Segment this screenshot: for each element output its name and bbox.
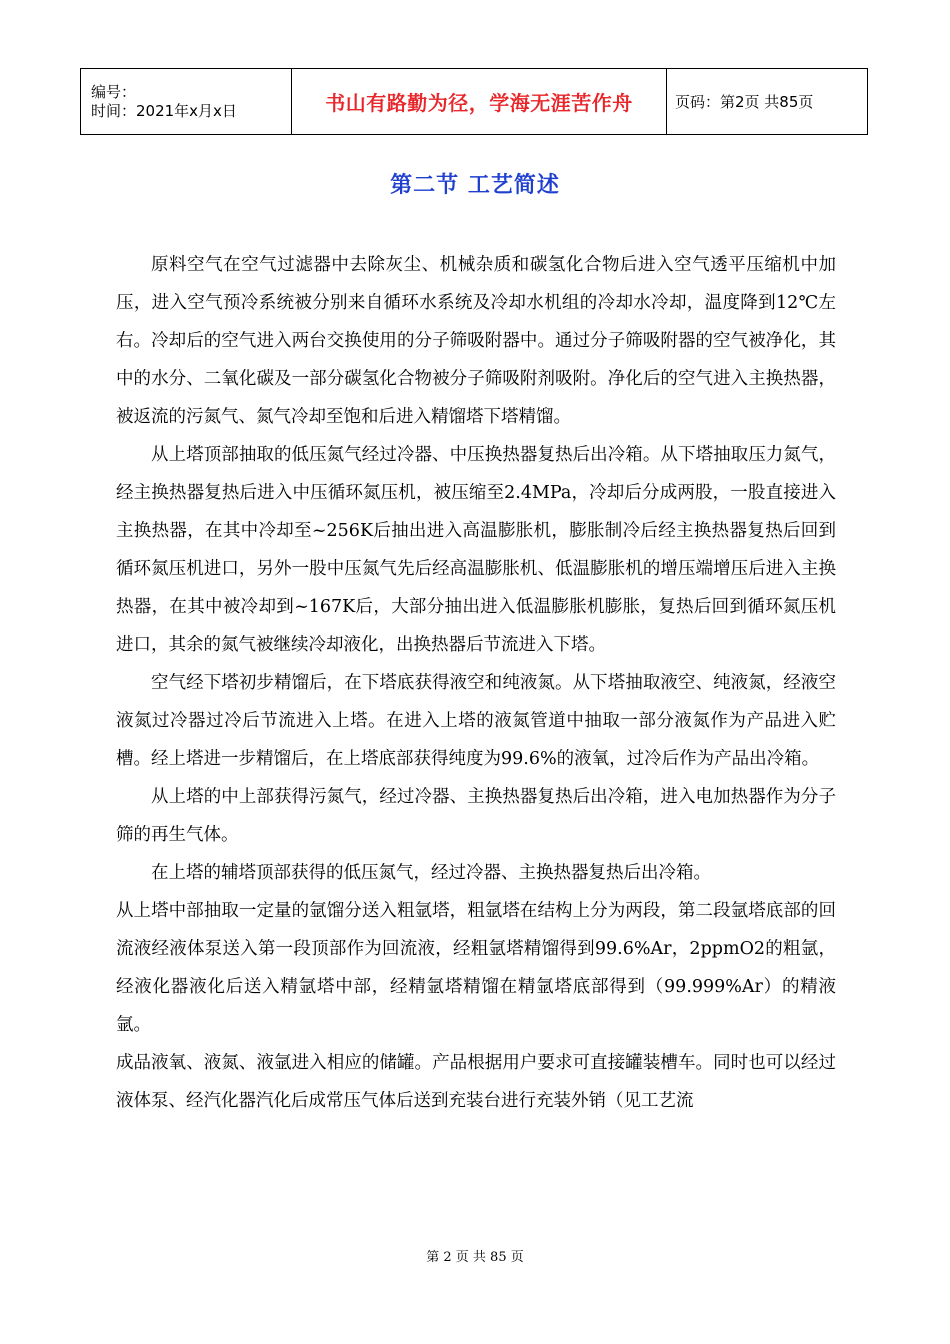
header-meta [81,69,292,135]
paragraph: 原料空气在空气过滤器中去除灰尘、机械杂质和碳氢化合物后进入空气透平压缩机中加压，进入空气预冷系统被分别来自循环水系统及冷却水机组的冷却水冷却，温度降到12℃左右。冷却后的空气进入两台交换使用的分子筛吸附器中。通过分子筛吸附器的空气被净化，其中的水分、二氧化碳及一部分碳氢化合物被分子筛吸附剂吸附。净化后的空气进入主换热器，被返流的污氮气、氮气冷却至饱和后进入精馏塔下塔精馏。 [116,255,836,427]
header-page-info: 页码：第2页 共85页 [667,69,868,135]
page-footer: 第 2 页 共 85 页 [426,1250,524,1265]
paragraph: 从上塔中部抽取一定量的氩馏分送入粗氩塔，粗氩塔在结构上分为两段，第二段氩塔底部的回流液经液体泵送入第一段顶部作为回流液，经粗氩塔精馏得到99.6%Ar，2ppmO2的粗氩，经液化器液化后送入精氩塔中部，经精氩塔精馏在精氩塔底部得到（99.999%Ar）的精液氩。 [116,901,836,1035]
section-title: 第二节 工艺简述 [390,173,560,198]
header-table [80,68,868,135]
header-motto: 书山有路勤为径，学海无涯苦作舟 [292,69,667,135]
paragraph: 成品液氧、液氮、液氩进入相应的储罐。产品根据用户要求可直接罐装槽车。同时也可以经过液体泵、经汽化器汽化后成常压气体后送到充装台进行充装外销（见工艺流 [116,1053,836,1111]
paragraph: 从上塔顶部抽取的低压氮气经过冷器、中压换热器复热后出冷箱。从下塔抽取压力氮气，经主换热器复热后进入中压循环氮压机，被压缩至2.4MPa，冷却后分成两股，一股直接进入主换热器，在其中冷却至~256K后抽出进入高温膨胀机，膨胀制冷后经主换热器复热后回到循环氮压机进口，另外一股中压氮气先后经高温膨胀机、低温膨胀机的增压端增压后进入主换热器，在其中被冷却到~167K后，大部分抽出进入低温膨胀机膨胀，复热后回到循环氮压机进口，其余的氮气被继续冷却液化，出换热器后节流进入下塔。 [116,445,836,655]
document-date: 时间：2021年x月x日 [91,101,237,120]
paragraph: 从上塔的中上部获得污氮气，经过冷器、主换热器复热后出冷箱，进入电加热器作为分子筛的再生气体。 [116,787,836,845]
paragraph: 在上塔的辅塔顶部获得的低压氮气，经过冷器、主换热器复热后出冷箱。 [151,863,711,883]
document-body [116,246,836,1120]
document-number-label: 编号： [91,82,137,101]
paragraph: 空气经下塔初步精馏后，在下塔底获得液空和纯液氮。从下塔抽取液空、纯液氮，经液空液氮过冷器过冷后节流进入上塔。在进入上塔的液氮管道中抽取一部分液氮作为产品进入贮槽。经上塔进一步精馏后，在上塔底部获得纯度为99.6%的液氧，过冷后作为产品出冷箱。 [116,673,836,769]
